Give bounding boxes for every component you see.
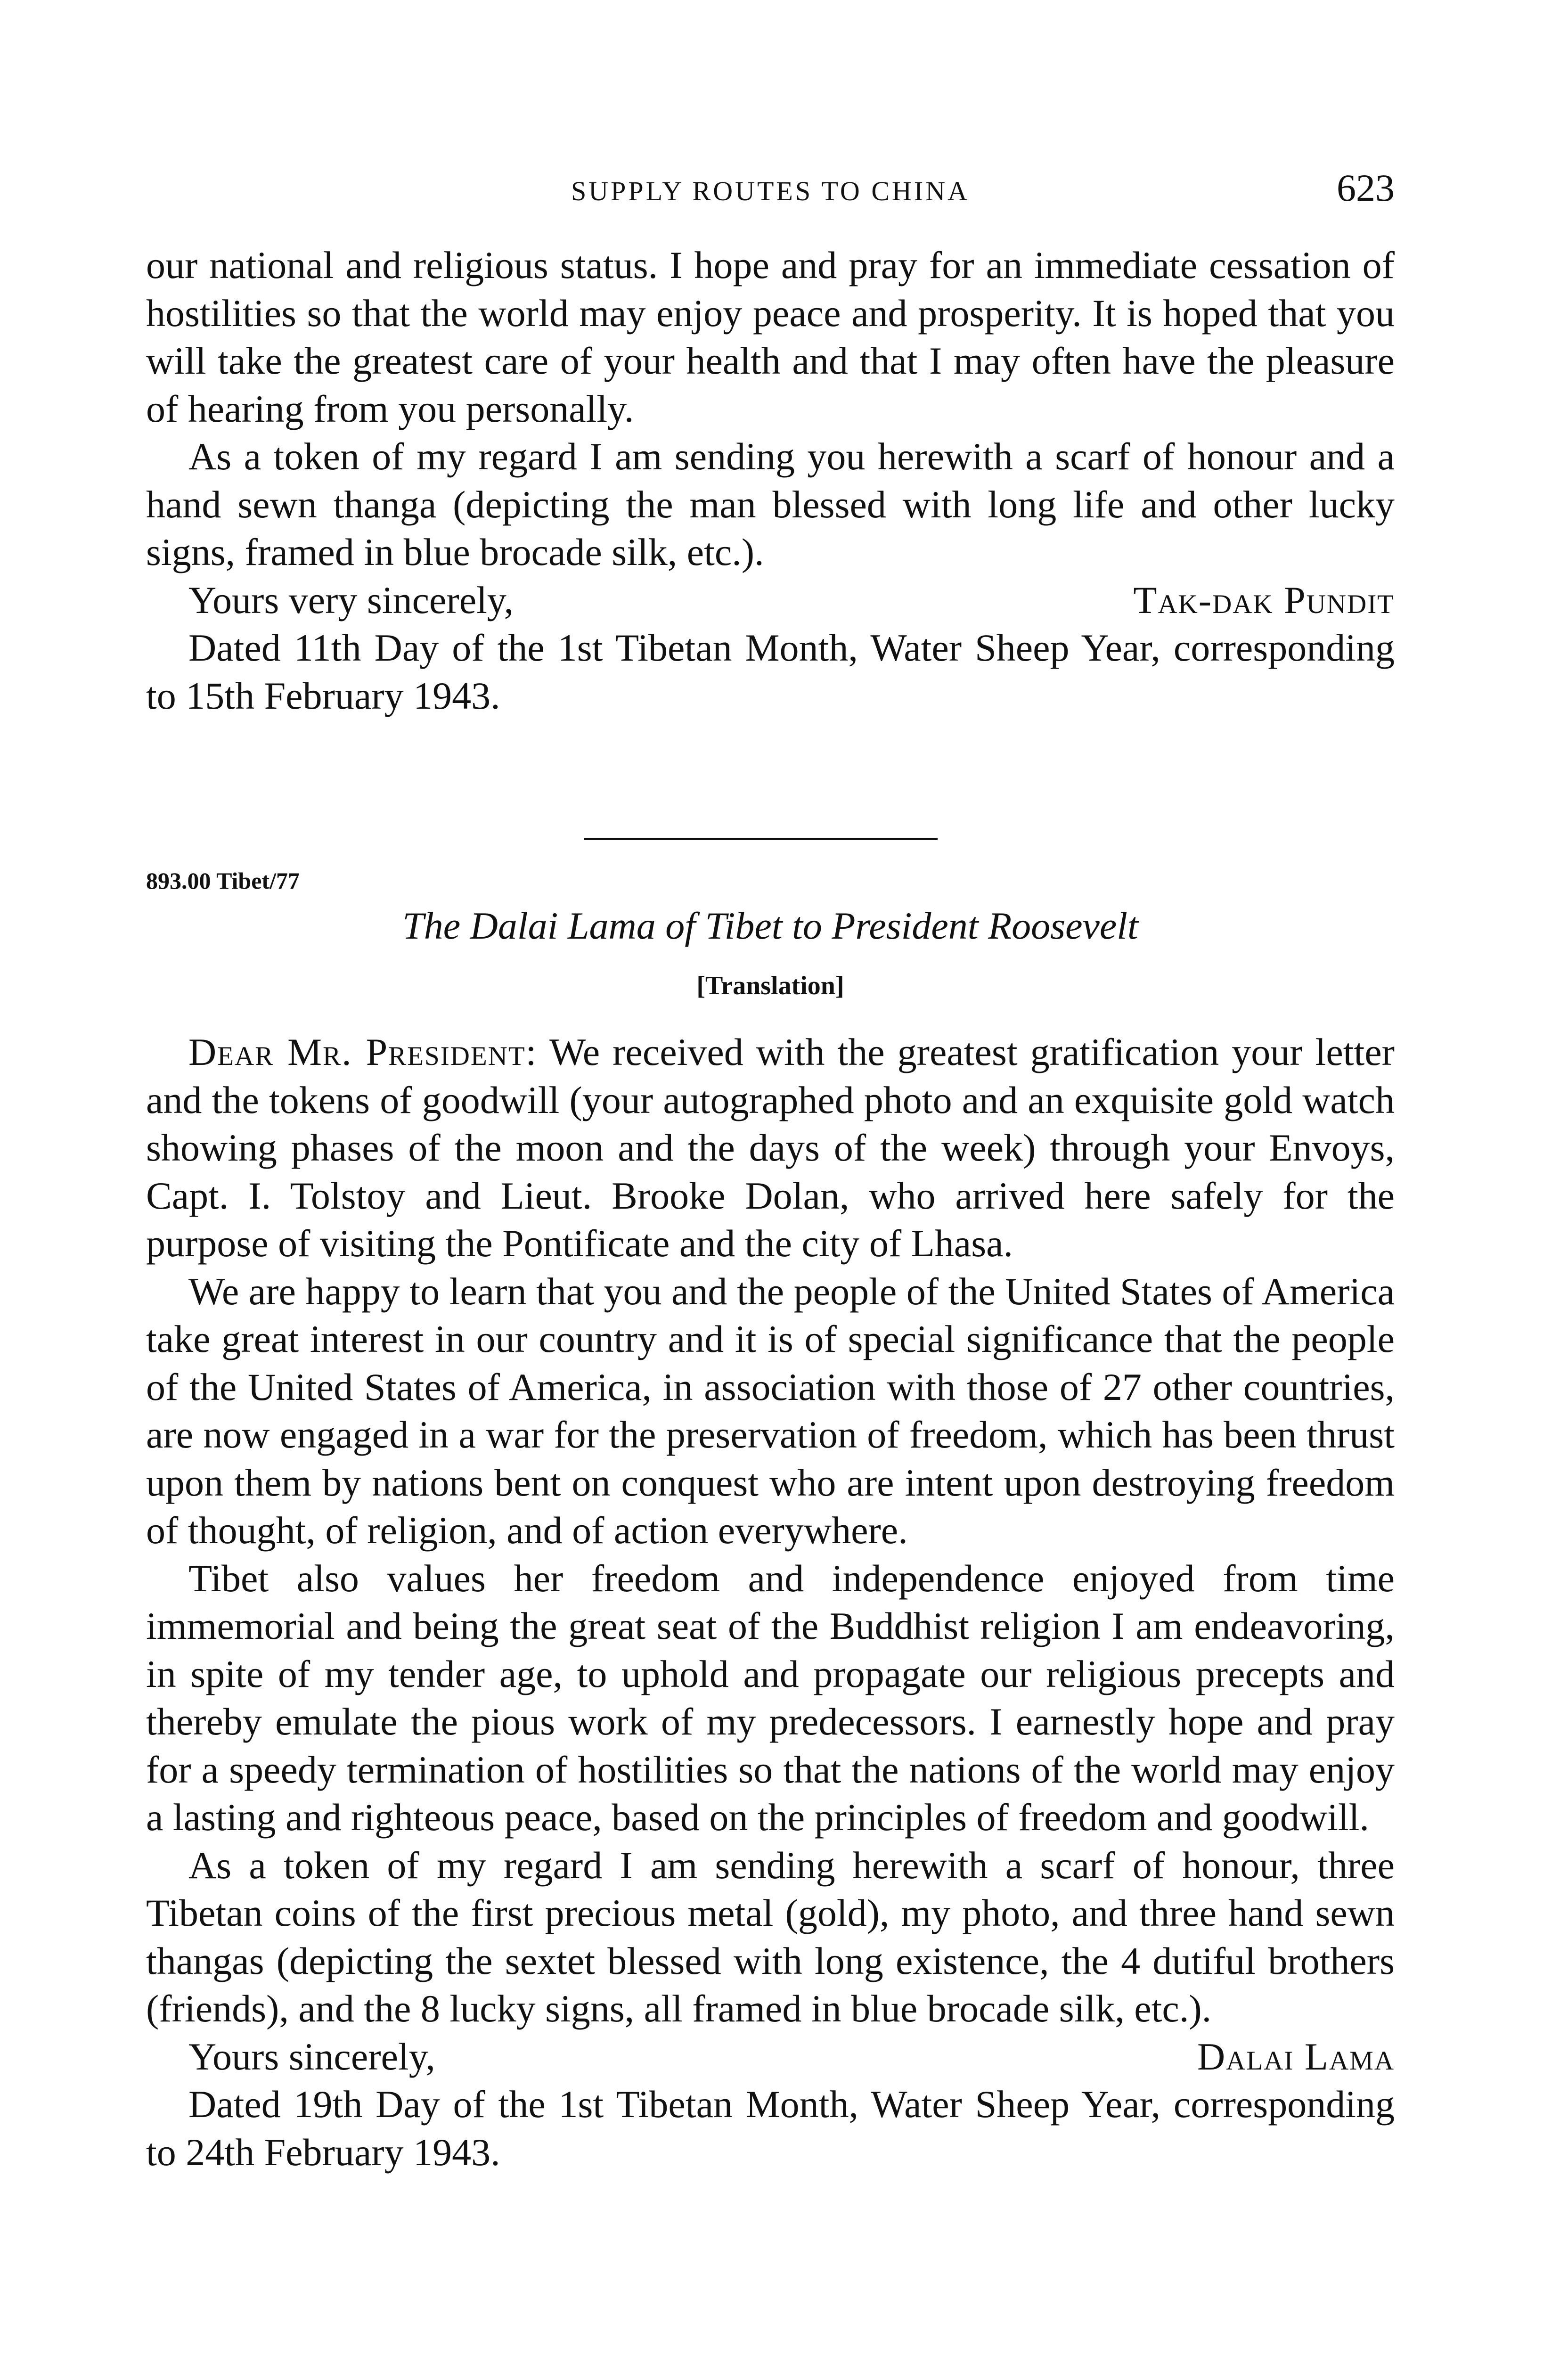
translation-note: [Translation]	[696, 971, 844, 1000]
salutation: Dear Mr. President:	[188, 1031, 538, 1073]
letter-one-token-paragraph: As a token of my regard I am sending you herewith a scarf of honour and a hand sewn thanga (depicting the man blessed with long life and other lucky signs, framed in blue brocade silk, etc.).	[146, 435, 1395, 573]
file-reference: 893.00 Tibet/77	[146, 867, 300, 894]
page-number: 623	[1337, 166, 1395, 209]
document-page	[146, 0, 1395, 2356]
running-head: SUPPLY ROUTES TO CHINA	[571, 176, 970, 206]
paragraph-1-text: We received with the greatest gratification your letter and the tokens of goodwill (your autographed photo and an exquisite gold watch showing phases of the moon and the days of the week) through your Envoys, Capt. I. Tolstoy and Lieut. Brooke Dolan, who arrived here safely for the purpose of visiting the Pontificate and the city of Lhasa.	[146, 1031, 1395, 1265]
letter-two-signature: Dalai Lama	[1197, 2035, 1395, 2078]
letter-one-signature: Tak-dak Pundit	[1133, 578, 1395, 622]
letter-two-date: Dated 19th Day of the 1st Tibetan Month, Water Sheep Year, corresponding to 24th February 1943.	[146, 2083, 1395, 2174]
letter-one-signoff	[146, 576, 1395, 624]
letter-two-body	[146, 1028, 1395, 2176]
letter-two-paragraph-4: As a token of my regard I am sending herewith a scarf of honour, three Tibetan coins of the first precious metal (gold), my photo, and three hand sewn thangas (depicting the sextet blessed with long existence, the 4 dutiful brothers (friends), and the 8 lucky signs, all framed in blue brocade silk, etc.).	[146, 1843, 1395, 2030]
letter-two-paragraph-3: Tibet also values her freedom and independence enjoyed from time immemorial and being the great seat of the Buddhist religion I am endeavoring, in spite of my tender age, to uphold and propagate our religious precepts and thereby emulate the pious work of my predecessors. I earnestly hope and pray for a speedy termination of hostilities so that the nations of the world may enjoy a lasting and righteous peace, based on the principles of freedom and goodwill.	[146, 1556, 1395, 1839]
page-header	[146, 155, 1395, 207]
letter-one-date: Dated 11th Day of the 1st Tibetan Month, Water Sheep Year, corresponding to 15th February 1943.	[146, 626, 1395, 717]
section-divider	[584, 838, 938, 840]
letter-one-continuation: our national and religious status. I hope and pray for an immediate cessation of hostilities so that the world may enjoy peace and prosperity. It is hoped that you will take the greatest care of your health and that I may often have the pleasure of hearing from you personally.	[146, 244, 1395, 430]
letter-two-closing: Yours sincerely,	[188, 2035, 435, 2078]
document-title: The Dalai Lama of Tibet to President Roosevelt	[402, 904, 1138, 947]
letter-two-signoff	[146, 2033, 1395, 2081]
letter-one-closing: Yours very sincerely,	[188, 578, 514, 622]
letter-two-paragraph-1	[146, 1028, 1395, 1268]
letter-one-ending	[146, 241, 1395, 720]
letter-two-paragraph-2: We are happy to learn that you and the people of the United States of America take great interest in our country and it is of special significance that the people of the United States of America, in association with those of 27 other countries, are now engaged in a war for the preservation of freedom, which has been thrust upon them by nations bent on conquest who are intent upon destroying freedom of thought, of religion, and of action everywhere.	[146, 1269, 1395, 1552]
